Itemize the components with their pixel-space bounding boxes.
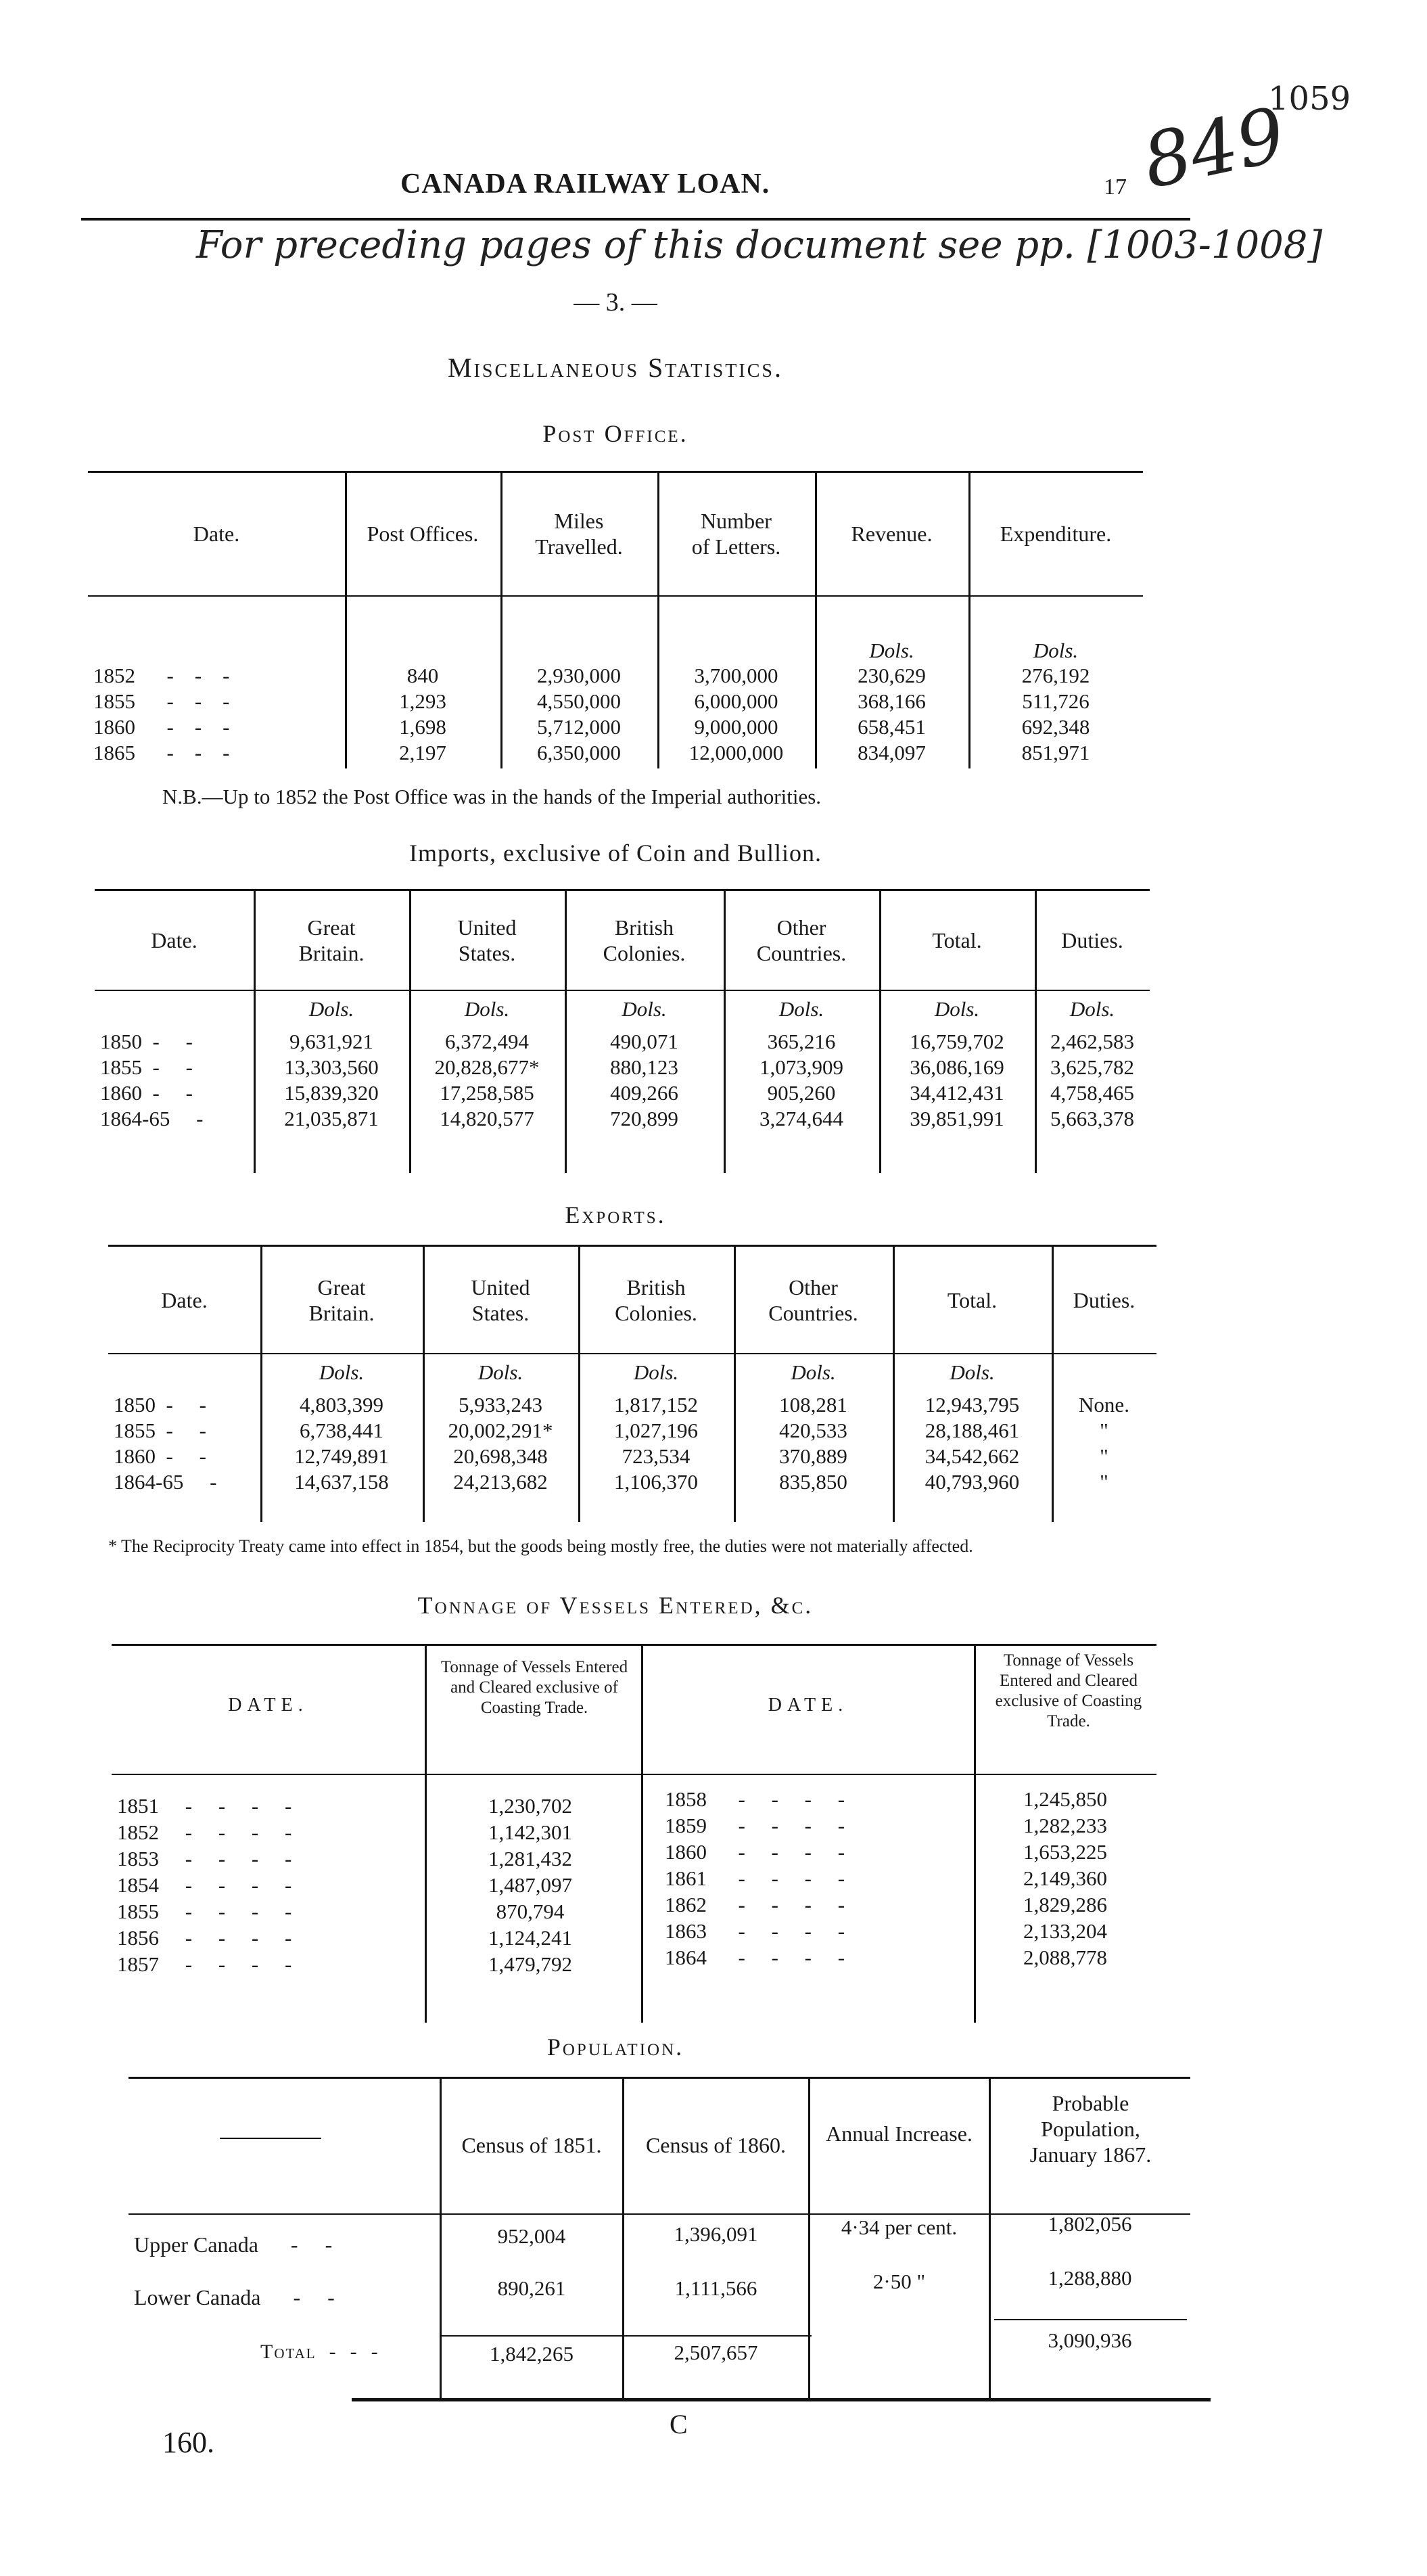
col-header: Revenue. <box>851 522 933 546</box>
cell: 14,820,577 <box>440 1107 534 1130</box>
tonnage-top-rule <box>112 1644 1156 1646</box>
table-row: 1860 - - - - 1,653,225 <box>659 1839 1156 1865</box>
tonnage-header-rule <box>112 1774 1156 1775</box>
col-header: Total. <box>947 1287 998 1312</box>
page-number: 17 <box>1104 175 1127 200</box>
unit-label: Dols. <box>477 1360 523 1384</box>
cell: 1,802,056 <box>1048 2212 1132 2236</box>
cell: 1,073,909 <box>759 1055 843 1079</box>
cell: 905,260 <box>767 1081 836 1105</box>
col-header: Duties. <box>1073 1287 1136 1312</box>
row-upper-canada: Upper Canada - - <box>134 2232 333 2257</box>
table-row: 1864-65 - 14,637,158 24,213,682 1,106,370 835,850 40,793,960 " <box>108 1469 1156 1495</box>
stamped-folio: 1059 <box>1268 80 1351 118</box>
cell: 1,817,152 <box>614 1393 698 1417</box>
tonnage-date-header-right: DATE. <box>768 1695 849 1716</box>
col-header: Great Britain. <box>308 1274 375 1325</box>
row-label: Total <box>260 2341 317 2363</box>
cell: 2,930,000 <box>537 664 621 687</box>
signature-letter: C <box>670 2409 688 2439</box>
unit-label: Dols. <box>1033 639 1079 662</box>
row-date: 1860 <box>93 715 135 739</box>
cell: 20,828,677* <box>434 1055 540 1079</box>
row-date: 1855 <box>93 689 135 713</box>
unit-label: Dols. <box>464 997 510 1021</box>
post-office-note: N.B.—Up to 1852 the Post Office was in the hands of the Imperial authorities. <box>162 785 822 808</box>
cell: 17,258,585 <box>440 1081 534 1105</box>
unit-label: Dols. <box>778 997 824 1021</box>
cell: 1,842,265 <box>490 2342 574 2366</box>
table-row: 1860 - - - 1,698 5,712,000 9,000,000 658,451 692,348 <box>88 714 1143 740</box>
col-header: Total. <box>932 928 982 952</box>
cell: 1,293 <box>399 689 446 713</box>
cell: 890,261 <box>497 2276 566 2300</box>
handwritten-folio: 849 <box>1135 91 1292 206</box>
tonnage-value-header-right: Tonnage of Vessels Entered and Cleared exclusive of Coasting Trade. <box>995 1651 1142 1730</box>
table-row: 1855 - - - - 870,794 <box>112 1898 636 1925</box>
cell: 4,758,465 <box>1050 1081 1134 1105</box>
post-office-heading: Post Office. <box>542 420 688 447</box>
row-date: 1857 <box>117 1952 159 1976</box>
row-date: 1856 <box>117 1925 159 1950</box>
col-header: Date. <box>151 928 197 952</box>
cell: 40,793,960 <box>925 1470 1020 1494</box>
row-date: 1865 <box>93 741 135 764</box>
col-header: British Colonies. <box>615 1274 697 1325</box>
cell: 21,035,871 <box>284 1107 379 1130</box>
cell: 1,487,097 <box>488 1872 572 1897</box>
col-header: Date. <box>161 1287 208 1312</box>
post-office-table <box>88 474 1143 766</box>
cell: 6,372,494 <box>445 1030 529 1053</box>
cell: 368,166 <box>858 689 926 713</box>
header-rule <box>81 218 1190 221</box>
table-row: 1855 - - 13,303,560 20,828,677* 880,123 1,073,909 36,086,169 3,625,782 <box>95 1055 1150 1080</box>
col-header: Post Offices. <box>367 522 479 546</box>
row-date: 1854 <box>117 1872 159 1897</box>
cell: 36,086,169 <box>910 1055 1004 1079</box>
cell: 1,142,301 <box>488 1820 572 1844</box>
exports-footnote: * The Reciprocity Treaty came into effect in 1854, but the goods being mostly free, the duties were not materially affected. <box>108 1536 973 1556</box>
population-probable-rule <box>994 2319 1187 2320</box>
table-row: 1861 - - - - 2,149,360 <box>659 1865 1156 1891</box>
table-row: 1854 - - - - 1,487,097 <box>112 1872 636 1898</box>
table-row: 1852 - - - 840 2,930,000 3,700,000 230,629 276,192 <box>88 663 1143 689</box>
cell: 12,749,891 <box>294 1444 389 1468</box>
col-header: United States. <box>457 915 517 965</box>
cell: 723,534 <box>622 1444 691 1468</box>
cell: 34,412,431 <box>910 1081 1004 1105</box>
cell: 16,759,702 <box>910 1030 1004 1053</box>
row-date: 1855 <box>114 1419 156 1442</box>
cell: 5,663,378 <box>1050 1107 1134 1130</box>
table-row: 1859 - - - - 1,282,233 <box>659 1812 1156 1839</box>
cell: 692,348 <box>1021 715 1090 739</box>
cell: 835,850 <box>779 1470 847 1494</box>
cell: 230,629 <box>858 664 926 687</box>
row-date: 1862 <box>665 1892 707 1916</box>
cell: 108,281 <box>779 1393 847 1417</box>
cell: 658,451 <box>858 715 926 739</box>
unit-label: Dols. <box>622 997 667 1021</box>
population-total-rule <box>440 2335 812 2337</box>
col-header: British Colonies. <box>603 915 686 965</box>
row-date: 1851 <box>117 1793 159 1818</box>
table-row: 1860 - - 12,749,891 20,698,348 723,534 370,889 34,542,662 " <box>108 1444 1156 1469</box>
table-row: 1855 - - - 1,293 4,550,000 6,000,000 368,166 511,726 <box>88 689 1143 714</box>
cell: 511,726 <box>1022 689 1090 713</box>
col-header: United States. <box>471 1274 530 1325</box>
row-date: 1852 <box>93 664 135 687</box>
row-date: 1855 <box>100 1055 142 1079</box>
cell: 2·50 " <box>872 2270 926 2293</box>
cell: " <box>1100 1419 1108 1442</box>
cell: 1,288,880 <box>1048 2266 1132 2290</box>
tonnage-table-right <box>659 1786 1156 1971</box>
cell: 6,350,000 <box>537 741 621 764</box>
cell: 3,625,782 <box>1050 1055 1134 1079</box>
population-heading: Population. <box>546 2033 684 2061</box>
row-date: 1858 <box>665 1787 707 1811</box>
row-date: 1850 <box>114 1393 156 1417</box>
cell: 880,123 <box>610 1055 678 1079</box>
col-header: Other Countries. <box>756 915 847 965</box>
post-office-top-rule <box>88 471 1143 473</box>
unit-label: Dols. <box>319 1360 365 1384</box>
row-date: 1864 <box>665 1945 707 1969</box>
col-header: Expenditure. <box>1000 522 1112 546</box>
cell: 1,111,566 <box>674 2276 757 2300</box>
cell: 370,889 <box>779 1444 847 1468</box>
cell: 490,071 <box>610 1030 678 1053</box>
cell: 420,533 <box>779 1419 847 1442</box>
cell: 12,943,795 <box>925 1393 1020 1417</box>
table-row: 1851 - - - - 1,230,702 <box>112 1793 636 1819</box>
cell: 24,213,682 <box>453 1470 548 1494</box>
cell: 9,631,921 <box>289 1030 373 1053</box>
unit-label: Dols. <box>791 1360 836 1384</box>
row-date: 1859 <box>665 1813 707 1837</box>
population-top-rule <box>128 2077 1190 2079</box>
cell: 1,027,196 <box>614 1419 698 1442</box>
cell: 870,794 <box>496 1899 565 1923</box>
unit-label: Dols. <box>950 1360 995 1384</box>
table-row: 1850 - - 9,631,921 6,372,494 490,071 365,216 16,759,702 2,462,583 <box>95 1029 1150 1055</box>
cell: 2,507,657 <box>674 2341 758 2364</box>
table-row: 1852 - - - - 1,142,301 <box>112 1819 636 1845</box>
cell: 14,637,158 <box>294 1470 389 1494</box>
tonnage-table-left <box>112 1793 636 1977</box>
row-date: 1860 <box>100 1081 142 1105</box>
tonnage-heading: Tonnage of Vessels Entered, &c. <box>417 1592 814 1619</box>
cell: 1,245,850 <box>1023 1787 1107 1811</box>
cell: 4,550,000 <box>537 689 621 713</box>
exports-heading: Exports. <box>565 1201 666 1228</box>
col-header: Census of 1860. <box>645 2133 787 2157</box>
cell: 3,090,936 <box>1048 2328 1132 2352</box>
cell: 851,971 <box>1021 741 1090 764</box>
unit-label: Dols. <box>934 997 980 1021</box>
cell: 1,479,792 <box>488 1952 572 1976</box>
cell: 409,266 <box>610 1081 678 1105</box>
cell: 365,216 <box>767 1030 836 1053</box>
cell: 20,698,348 <box>453 1444 548 1468</box>
cell: 952,004 <box>497 2224 566 2248</box>
table-row: 1856 - - - - 1,124,241 <box>112 1925 636 1951</box>
running-title: CANADA RAILWAY LOAN. <box>400 168 770 200</box>
cell: 6,738,441 <box>300 1419 383 1442</box>
row-date: 1863 <box>665 1918 707 1943</box>
imports-table <box>95 891 1150 1132</box>
row-date: 1864-65 <box>100 1107 170 1130</box>
cell: 5,712,000 <box>537 715 621 739</box>
row-date: 1864-65 <box>114 1470 184 1494</box>
cell: 2,149,360 <box>1023 1866 1107 1890</box>
unit-label: Dols. <box>869 639 914 662</box>
cell: 9,000,000 <box>694 715 778 739</box>
row-total: Total - - - <box>260 2341 379 2363</box>
table-row: 1864 - - - - 2,088,778 <box>659 1944 1156 1971</box>
cell: 3,700,000 <box>694 664 778 687</box>
table-row: 1863 - - - - 2,133,204 <box>659 1918 1156 1944</box>
cell: 4·34 per cent. <box>841 2215 958 2239</box>
cell: 5,933,243 <box>459 1393 542 1417</box>
row-date: 1855 <box>117 1899 159 1923</box>
cell: " <box>1100 1470 1108 1494</box>
col-header: Date. <box>193 522 240 546</box>
row-date: 1852 <box>117 1820 159 1844</box>
cell: 720,899 <box>610 1107 678 1130</box>
col-header: Number of Letters. <box>691 509 781 559</box>
cell: 1,698 <box>399 715 446 739</box>
section-number: — 3. — <box>574 288 657 317</box>
cell: 834,097 <box>858 741 926 764</box>
col-header: Duties. <box>1061 928 1123 952</box>
cell: 2,088,778 <box>1023 1945 1107 1969</box>
cell: 28,188,461 <box>925 1419 1020 1442</box>
table-row: 1855 - - 6,738,441 20,002,291* 1,027,196 420,533 28,188,461 " <box>108 1418 1156 1444</box>
cell: 1,281,432 <box>488 1846 572 1870</box>
main-heading: Miscellaneous Statistics. <box>448 352 783 383</box>
cell: 1,829,286 <box>1023 1892 1107 1916</box>
tonnage-value-header-left: Tonnage of Vessels Entered and Cleared exclusive of Coasting Trade. <box>440 1658 628 1717</box>
row-date: 1860 <box>665 1839 707 1864</box>
cell: 34,542,662 <box>925 1444 1020 1468</box>
table-row: 1857 - - - - 1,479,792 <box>112 1951 636 1977</box>
exports-table <box>108 1247 1156 1495</box>
table-row: 1860 - - 15,839,320 17,258,585 409,266 905,260 34,412,431 4,758,465 <box>95 1080 1150 1106</box>
cell: 1,106,370 <box>614 1470 698 1494</box>
col-header: Miles Travelled. <box>535 509 623 559</box>
cell: 276,192 <box>1021 664 1090 687</box>
cell: 1,230,702 <box>488 1793 572 1818</box>
cell: 1,282,233 <box>1023 1813 1107 1837</box>
cell: 1,124,241 <box>488 1925 572 1950</box>
row-date: 1860 <box>114 1444 156 1468</box>
cell: 4,803,399 <box>300 1393 383 1417</box>
col-header: Probable Population, January 1867. <box>1029 2091 1152 2167</box>
row-label: Upper Canada <box>134 2232 258 2257</box>
unit-label: Dols. <box>308 997 354 1021</box>
cell: 39,851,991 <box>910 1107 1004 1130</box>
row-lower-canada: Lower Canada - - <box>134 2285 335 2309</box>
unit-label: Dols. <box>633 1360 679 1384</box>
cell: 6,000,000 <box>694 689 778 713</box>
col-header: Census of 1851. <box>461 2133 602 2157</box>
signature-mark: 160. <box>162 2426 214 2459</box>
cell: 3,274,644 <box>759 1107 843 1130</box>
cell: 1,396,091 <box>674 2222 758 2246</box>
row-date: 1850 <box>100 1030 142 1053</box>
row-date: 1861 <box>665 1866 707 1890</box>
tonnage-date-header-left: DATE. <box>228 1695 308 1716</box>
col-header: Great Britain. <box>298 915 365 965</box>
cell: 13,303,560 <box>284 1055 379 1079</box>
col-header: Other Countries. <box>768 1274 858 1325</box>
handwritten-note: For preceding pages of this document see pp. [1003-1008] <box>196 223 1323 267</box>
row-date: 1853 <box>117 1846 159 1870</box>
table-row: 1850 - - 4,803,399 5,933,243 1,817,152 108,281 12,943,795 None. <box>108 1392 1156 1418</box>
cell: 2,462,583 <box>1050 1030 1134 1053</box>
table-row: 1853 - - - - 1,281,432 <box>112 1845 636 1872</box>
row-label: Lower Canada <box>134 2285 261 2309</box>
stub-dash <box>220 2138 321 2139</box>
table-row: 1865 - - - 2,197 6,350,000 12,000,000 834,097 851,971 <box>88 740 1143 766</box>
population-bottom-rule <box>352 2398 1211 2401</box>
cell: 20,002,291* <box>448 1419 553 1442</box>
col-header: Annual Increase. <box>826 2121 973 2146</box>
cell: 12,000,000 <box>688 741 784 764</box>
imports-heading: Imports, exclusive of Coin and Bullion. <box>409 840 822 867</box>
table-row: 1858 - - - - 1,245,850 <box>659 1786 1156 1812</box>
cell: " <box>1100 1444 1108 1468</box>
table-row: 1862 - - - - 1,829,286 <box>659 1891 1156 1918</box>
cell: None. <box>1079 1393 1129 1417</box>
cell: 15,839,320 <box>284 1081 379 1105</box>
cell: 840 <box>406 664 439 687</box>
cell: 2,197 <box>399 741 446 764</box>
unit-label: Dols. <box>1069 997 1115 1021</box>
table-row: 1864-65 - 21,035,871 14,820,577 720,899 3,274,644 39,851,991 5,663,378 <box>95 1106 1150 1132</box>
cell: 1,653,225 <box>1023 1839 1107 1864</box>
cell: 2,133,204 <box>1023 1918 1107 1943</box>
